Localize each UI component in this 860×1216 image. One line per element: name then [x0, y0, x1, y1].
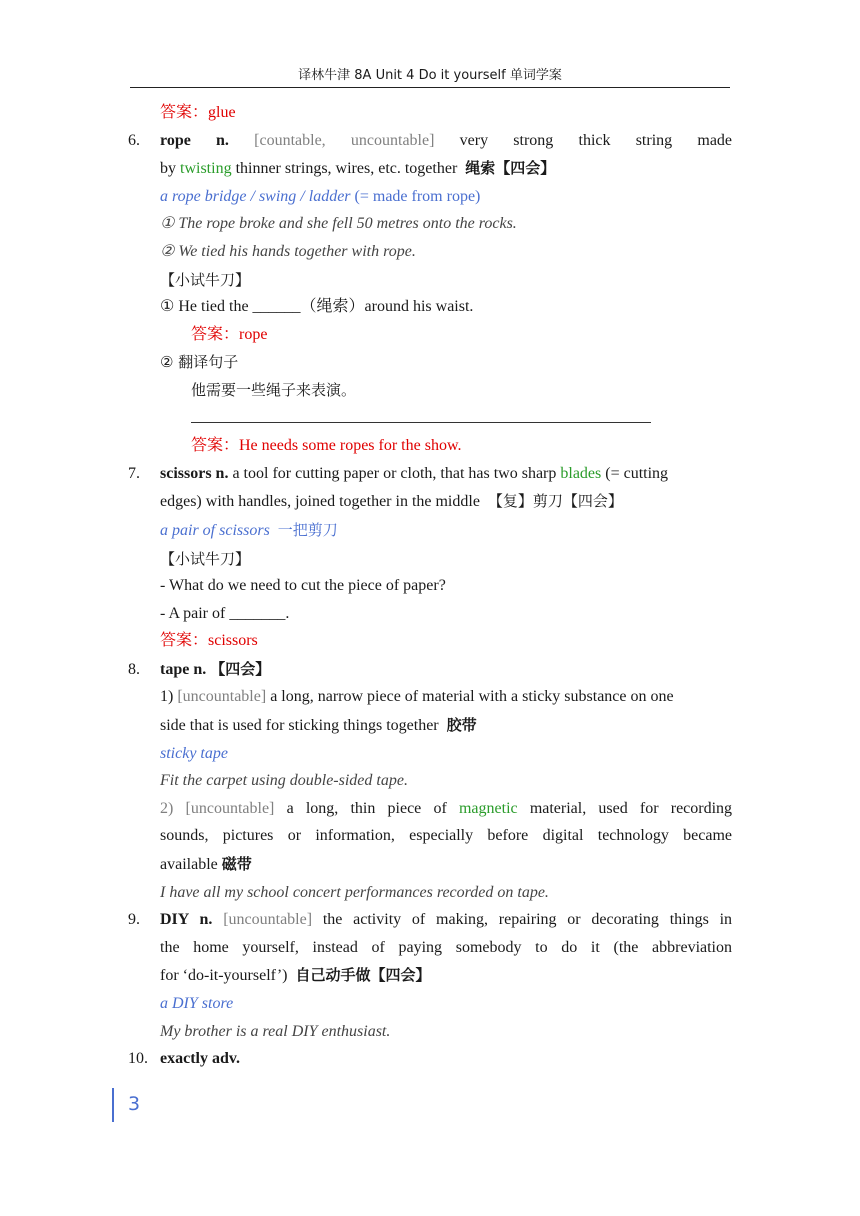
entry-diy-line2: the home yourself, instead of paying somebody to do it (the abbreviation	[160, 938, 732, 956]
diy-phrase: a DIY store	[160, 995, 234, 1012]
entry-scissors-line1	[128, 464, 732, 484]
entry-exactly	[128, 1049, 732, 1069]
rope-answer-1: 答案：rope	[191, 325, 268, 343]
tape-sense-1-line2	[128, 715, 732, 736]
definition: a long, thin piece of	[286, 799, 447, 817]
entry-diy-line3	[128, 965, 732, 986]
definition: a tool for cutting paper or cloth, that has two sharp	[232, 464, 557, 482]
definition: (= cutting	[605, 464, 669, 482]
chinese-meaning: 自己动手做【四会】	[295, 966, 431, 985]
answer-glue: 答案：glue	[160, 104, 236, 121]
tape-sense-2-line1	[128, 799, 732, 819]
phrase-note: (= made from rope)	[354, 187, 481, 205]
rope-question-2: ② 翻译句子	[160, 353, 239, 372]
headword-exactly: exactly adv.	[160, 1050, 240, 1068]
level-tag: 【四会】	[210, 659, 271, 678]
chinese-meaning: 【复】剪刀【四会】	[487, 492, 623, 511]
rope-example-2: ② We tied his hands together with rope.	[160, 242, 416, 260]
definition: very strong thick string made	[459, 131, 733, 149]
chinese-meaning: 胶带	[446, 716, 477, 735]
entry-number: 9.	[128, 911, 140, 929]
scissors-question-2: - A pair of _______.	[160, 604, 290, 622]
rope-answer-2: 答案：He needs some ropes for the show.	[191, 437, 462, 455]
entry-rope-line2	[128, 158, 732, 179]
definition: available	[160, 856, 218, 874]
document-body	[128, 103, 732, 1077]
definition: a long, narrow piece of material with a sticky substance on one	[270, 688, 674, 706]
answer-blank-line	[128, 408, 732, 429]
scissors-phrase	[128, 520, 732, 541]
sense-number: 2)	[160, 799, 174, 817]
definition: thinner strings, wires, etc. together	[235, 160, 458, 178]
chinese-meaning: 绳索【四会】	[465, 159, 556, 178]
page-number: 3	[128, 1093, 141, 1115]
definition: the activity of making, repairing or decorating things in	[322, 911, 733, 929]
headword-rope: rope	[160, 131, 191, 149]
highlight-word: magnetic	[458, 799, 518, 817]
definition: side that is used for sticking things together	[160, 717, 439, 735]
tape-example-2: I have all my school concert performances recorded on tape.	[160, 883, 549, 901]
grammar-label: [uncountable]	[223, 911, 313, 929]
grammar-label: [uncountable]	[177, 688, 267, 706]
definition: material, used for recording	[529, 799, 733, 817]
entry-tape-line1	[128, 659, 732, 680]
highlight-word: blades	[560, 464, 602, 482]
practice-heading: 【小试牛刀】	[160, 270, 251, 289]
tape-sense-2-line2: sounds, pictures or information, especially before digital technology became	[160, 827, 732, 845]
entry-number: 10.	[128, 1050, 148, 1068]
tape-sense-2-line3	[128, 854, 732, 875]
rope-question-1: ① He tied the ______（绳索）around his waist.	[160, 298, 474, 316]
entry-number: 6.	[128, 131, 140, 149]
definition: for ‘do-it-yourself’)	[160, 967, 288, 985]
tape-example-1: Fit the carpet using double-sided tape.	[160, 772, 408, 790]
grammar-label: [uncountable]	[185, 799, 275, 817]
entry-scissors-line2	[128, 491, 732, 512]
definition: edges) with handles, joined together in the middle	[160, 493, 480, 511]
headword-scissors: scissors n.	[160, 464, 229, 482]
page-header: 译林牛津 8A Unit 4 Do it yourself 单词学案	[130, 64, 730, 88]
diy-example: My brother is a real DIY enthusiast.	[160, 1022, 391, 1040]
scissors-question-1: - What do we need to cut the piece of paper?	[160, 577, 446, 595]
headword-diy: DIY n.	[160, 911, 213, 929]
page-number-bar	[112, 1088, 114, 1122]
headword-tape: tape n.	[160, 660, 207, 678]
grammar-label: [countable, uncountable]	[254, 131, 435, 149]
entry-number: 8.	[128, 660, 140, 678]
phrase: a rope bridge / swing / ladder	[160, 187, 351, 205]
part-of-speech: n.	[216, 131, 229, 149]
definition: by	[160, 160, 176, 178]
scissors-answer: 答案：scissors	[160, 632, 258, 650]
tape-sense-1-line1	[128, 687, 732, 707]
highlight-word: twisting	[180, 160, 232, 178]
phrase-chinese: 一把剪刀	[277, 520, 338, 539]
tape-phrase: sticky tape	[160, 744, 228, 762]
rope-example-1: ① The rope broke and she fell 50 metres onto the rocks.	[160, 215, 517, 233]
sense-number: 1)	[160, 688, 174, 706]
entry-rope-line1	[128, 131, 732, 151]
rope-question-2-chinese: 他需要一些绳子来表演。	[191, 380, 357, 399]
entry-diy-line1	[128, 910, 732, 930]
rope-phrase	[128, 187, 732, 207]
practice-heading: 【小试牛刀】	[160, 549, 251, 568]
chinese-meaning: 磁带	[221, 855, 252, 874]
entry-number: 7.	[128, 464, 140, 482]
phrase: a pair of scissors	[160, 521, 270, 539]
